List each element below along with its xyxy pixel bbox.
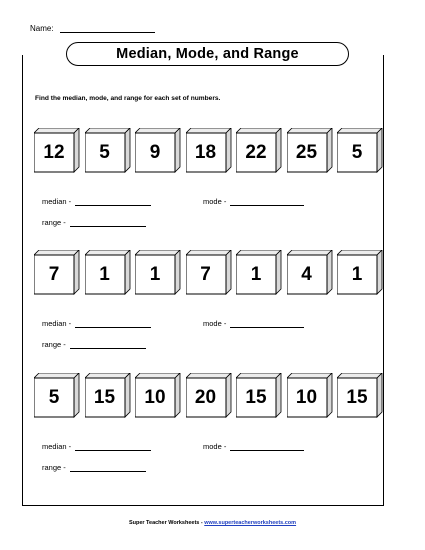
number-cube <box>287 250 333 295</box>
cube-number: 10 <box>144 387 166 408</box>
number-cube <box>186 128 232 173</box>
number-cube <box>186 373 232 418</box>
number-cube <box>34 128 80 173</box>
name-field-line[interactable] <box>60 24 155 33</box>
range-label: range - <box>42 340 66 349</box>
mode-blank[interactable] <box>230 319 304 328</box>
name-row <box>30 24 155 33</box>
mode-label: mode - <box>203 197 227 206</box>
cube-number: 18 <box>194 142 217 163</box>
number-row <box>34 128 394 178</box>
cube-number: 22 <box>245 142 267 163</box>
median-blank[interactable] <box>75 319 151 328</box>
range-label: range - <box>42 463 66 472</box>
footer <box>0 520 425 526</box>
cube-number: 25 <box>295 142 318 163</box>
median-label: median - <box>42 197 72 206</box>
median-label: median - <box>42 442 72 451</box>
number-cube <box>287 128 333 173</box>
cube-number: 4 <box>301 264 312 285</box>
range-answer <box>42 218 146 227</box>
number-cube <box>85 128 131 173</box>
number-cube <box>236 128 282 173</box>
number-cube <box>135 373 181 418</box>
cube-number: 5 <box>351 142 363 163</box>
range-blank[interactable] <box>70 218 146 227</box>
median-answer <box>42 319 151 328</box>
footer-separator: - <box>199 520 205 526</box>
range-answer <box>42 340 146 349</box>
cube-number: 20 <box>194 387 217 408</box>
number-cube <box>135 128 181 173</box>
number-cube <box>34 250 80 295</box>
number-cube <box>85 250 131 295</box>
number-cube <box>236 373 282 418</box>
cube-number: 15 <box>245 387 267 408</box>
mode-answer <box>203 197 304 206</box>
cube-number: 10 <box>295 387 318 408</box>
cube-number: 5 <box>99 142 110 163</box>
median-blank[interactable] <box>75 197 151 206</box>
number-cube <box>337 128 383 173</box>
cube-number: 1 <box>149 264 161 285</box>
mode-label: mode - <box>203 319 227 328</box>
number-cube <box>135 250 181 295</box>
number-row <box>34 373 394 423</box>
footer-brand: Super Teacher Worksheets <box>128 520 200 526</box>
range-blank[interactable] <box>70 340 146 349</box>
mode-blank[interactable] <box>230 442 304 451</box>
mode-label: mode - <box>203 442 227 451</box>
cube-number: 7 <box>48 264 60 285</box>
number-cube <box>287 373 333 418</box>
cube-number: 7 <box>200 264 211 285</box>
number-cube <box>85 373 131 418</box>
cube-number: 12 <box>43 142 65 163</box>
cube-number: 1 <box>351 264 363 285</box>
number-cube <box>337 250 383 295</box>
number-cube <box>34 373 80 418</box>
range-answer <box>42 463 146 472</box>
median-label: median - <box>42 319 72 328</box>
median-answer <box>42 197 151 206</box>
cube-number: 1 <box>99 264 110 285</box>
number-row <box>34 250 394 300</box>
name-label: Name: <box>30 24 54 33</box>
mode-blank[interactable] <box>230 197 304 206</box>
cube-number: 5 <box>48 387 60 408</box>
mode-answer <box>203 319 304 328</box>
cube-number: 9 <box>149 142 161 163</box>
instructions: Find the median, mode, and range for each set of numbers. <box>35 95 221 102</box>
range-blank[interactable] <box>70 463 146 472</box>
number-cube <box>186 250 232 295</box>
range-label: range - <box>42 218 66 227</box>
cube-number: 1 <box>250 264 262 285</box>
cube-number: 15 <box>93 387 116 408</box>
mode-answer <box>203 442 304 451</box>
cube-number: 15 <box>346 387 368 408</box>
median-answer <box>42 442 151 451</box>
number-cube <box>337 373 383 418</box>
median-blank[interactable] <box>75 442 151 451</box>
number-cube <box>236 250 282 295</box>
footer-link[interactable]: www.superteacherworksheets.com <box>204 520 297 526</box>
page-title: Median, Mode, and Range <box>66 42 349 66</box>
